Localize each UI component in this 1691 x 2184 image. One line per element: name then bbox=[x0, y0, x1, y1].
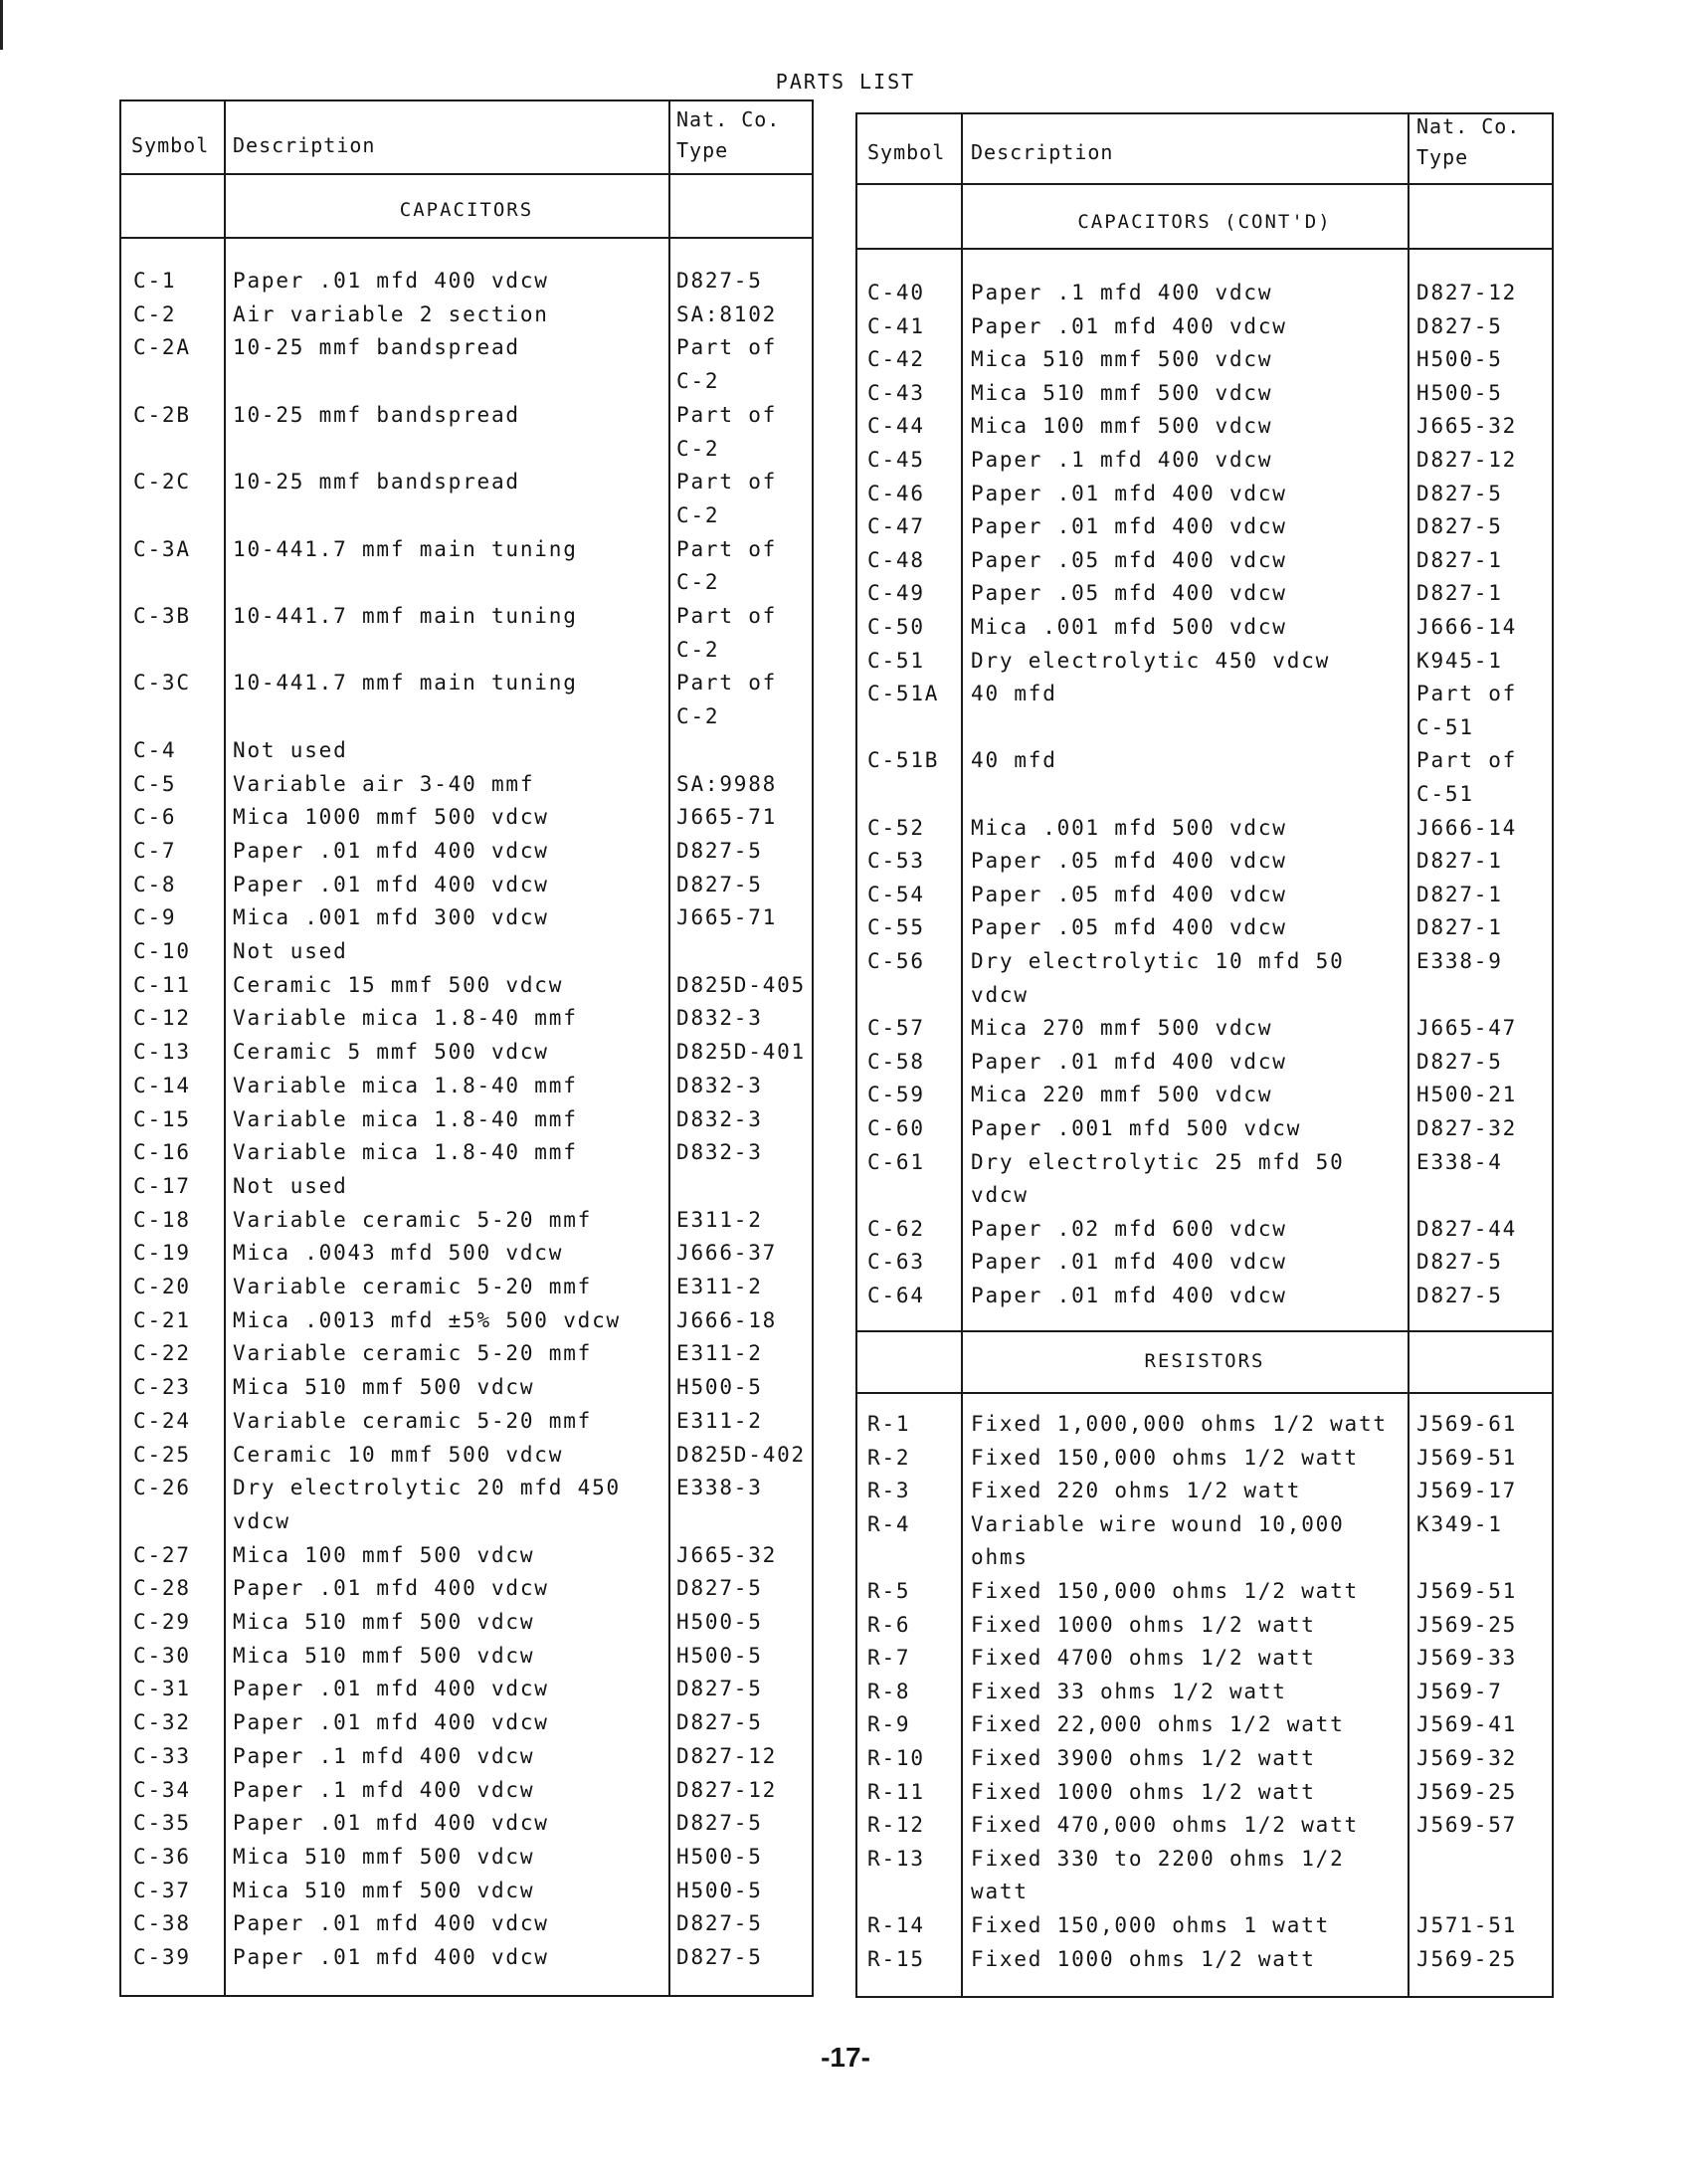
type-cell: H500-5 bbox=[676, 1610, 763, 1634]
description-cell: Mica 220 mmf 500 vdcw bbox=[971, 1083, 1273, 1107]
type-cell: J665-71 bbox=[676, 805, 778, 830]
description-cell: Variable mica 1.8-40 mmf bbox=[233, 1073, 578, 1097]
type-cell: J666-14 bbox=[1416, 615, 1518, 639]
description-cell: vdcw bbox=[233, 1508, 290, 1533]
description-cell: Paper .01 mfd 400 vdcw bbox=[233, 1710, 549, 1735]
description-cell: vdcw bbox=[971, 982, 1029, 1007]
description-cell: Fixed 470,000 ohms 1/2 watt bbox=[971, 1813, 1359, 1838]
symbol-cell: R-14 bbox=[867, 1913, 925, 1937]
symbol-cell: C-2 bbox=[133, 301, 177, 326]
symbol-cell: C-42 bbox=[867, 347, 925, 372]
description-cell: 40 mfd bbox=[971, 748, 1057, 773]
type-cell: J666-18 bbox=[676, 1307, 778, 1332]
symbol-cell: R-13 bbox=[867, 1846, 925, 1871]
description-cell: Mica 510 mmf 500 vdcw bbox=[233, 1878, 535, 1902]
type-cell: H500-5 bbox=[676, 1878, 763, 1902]
description-cell: Fixed 330 to 2200 ohms 1/2 bbox=[971, 1846, 1345, 1871]
description-cell: Paper .01 mfd 400 vdcw bbox=[971, 514, 1287, 539]
symbol-cell: C-2B bbox=[133, 402, 191, 427]
symbol-cell: C-52 bbox=[867, 815, 925, 840]
section-divider bbox=[857, 248, 1552, 250]
description-cell: Paper .01 mfd 400 vdcw bbox=[233, 1811, 549, 1836]
type-cell: C-51 bbox=[1416, 714, 1474, 739]
symbol-cell: C-7 bbox=[133, 838, 177, 863]
type-cell: H500-5 bbox=[676, 1844, 763, 1869]
type-cell: J569-57 bbox=[1416, 1813, 1518, 1838]
header-symbol: Symbol bbox=[867, 140, 946, 164]
page-edge-mark bbox=[0, 0, 3, 50]
type-cell: E338-9 bbox=[1416, 949, 1503, 973]
symbol-cell: R-9 bbox=[867, 1712, 911, 1737]
description-cell: Paper .1 mfd 400 vdcw bbox=[971, 281, 1273, 304]
type-cell: D832-3 bbox=[676, 1073, 763, 1097]
description-cell: Paper .01 mfd 400 vdcw bbox=[233, 1677, 549, 1701]
description-cell: Mica 100 mmf 500 vdcw bbox=[971, 414, 1273, 439]
description-cell: Mica 510 mmf 500 vdcw bbox=[971, 347, 1273, 372]
section-divider bbox=[857, 1330, 1552, 1332]
description-cell: Mica .0043 mfd 500 vdcw bbox=[233, 1241, 564, 1266]
description-cell: Paper .05 mfd 400 vdcw bbox=[971, 882, 1287, 906]
page-number: -17- bbox=[821, 2042, 870, 2073]
description-cell: Paper .01 mfd 400 vdcw bbox=[233, 1576, 549, 1601]
type-cell: D827-5 bbox=[676, 1710, 763, 1735]
type-cell: SA:8102 bbox=[676, 301, 778, 326]
symbol-cell: C-51A bbox=[867, 682, 940, 706]
type-cell: Part of bbox=[676, 470, 778, 495]
description-cell: Variable mica 1.8-40 mmf bbox=[233, 1106, 578, 1131]
type-cell: J665-71 bbox=[676, 905, 778, 930]
symbol-cell: C-27 bbox=[133, 1542, 191, 1567]
symbol-cell: C-64 bbox=[867, 1284, 925, 1307]
description-cell: Dry electrolytic 20 mfd 450 bbox=[233, 1476, 621, 1500]
type-cell: C-2 bbox=[676, 369, 720, 394]
symbol-cell: C-61 bbox=[867, 1149, 925, 1174]
type-cell: Part of bbox=[676, 536, 778, 561]
type-cell: D832-3 bbox=[676, 1006, 763, 1031]
type-cell: D827-5 bbox=[1416, 1284, 1503, 1307]
section-divider bbox=[121, 237, 812, 239]
symbol-cell: C-17 bbox=[133, 1173, 191, 1198]
symbol-cell: C-20 bbox=[133, 1275, 191, 1298]
description-cell: Paper .1 mfd 400 vdcw bbox=[233, 1743, 535, 1768]
symbol-cell: C-57 bbox=[867, 1016, 925, 1041]
type-cell: C-2 bbox=[676, 436, 720, 461]
type-cell: D827-5 bbox=[1416, 313, 1503, 338]
type-cell: E338-4 bbox=[1416, 1149, 1503, 1174]
type-cell: D827-12 bbox=[1416, 448, 1518, 472]
symbol-cell: R-12 bbox=[867, 1813, 925, 1838]
description-cell: Not used bbox=[233, 1173, 348, 1198]
symbol-cell: R-4 bbox=[867, 1511, 911, 1536]
symbol-cell: C-5 bbox=[133, 771, 177, 796]
type-cell: D827-1 bbox=[1416, 547, 1503, 572]
type-cell: J569-17 bbox=[1416, 1479, 1518, 1503]
symbol-cell: C-15 bbox=[133, 1106, 191, 1131]
description-cell: Ceramic 15 mmf 500 vdcw bbox=[233, 972, 564, 997]
type-cell: J666-37 bbox=[676, 1241, 778, 1266]
type-cell: J569-51 bbox=[1416, 1579, 1518, 1603]
description-cell: Paper .05 mfd 400 vdcw bbox=[971, 849, 1287, 874]
symbol-cell: C-56 bbox=[867, 949, 925, 973]
type-cell: E311-2 bbox=[676, 1275, 763, 1298]
symbol-cell: C-44 bbox=[867, 414, 925, 439]
description-cell: Fixed 1000 ohms 1/2 watt bbox=[971, 1779, 1316, 1804]
type-cell: D827-32 bbox=[1416, 1116, 1518, 1140]
symbol-cell: R-5 bbox=[867, 1579, 911, 1603]
header-type-line2: Type bbox=[1416, 145, 1469, 169]
type-cell: J569-25 bbox=[1416, 1612, 1518, 1637]
type-cell: D827-5 bbox=[676, 1677, 763, 1701]
description-cell: 10-25 mmf bandspread bbox=[233, 335, 520, 360]
symbol-cell: C-59 bbox=[867, 1083, 925, 1107]
type-cell: H500-21 bbox=[1416, 1083, 1518, 1107]
description-cell: 10-441.7 mmf main tuning bbox=[233, 536, 578, 561]
symbol-cell: C-51B bbox=[867, 748, 940, 773]
type-cell: J569-32 bbox=[1416, 1746, 1518, 1770]
type-cell: C-2 bbox=[676, 704, 720, 729]
symbol-cell: C-51 bbox=[867, 648, 925, 673]
type-cell: D827-12 bbox=[676, 1743, 778, 1768]
symbol-cell: C-30 bbox=[133, 1643, 191, 1668]
column-divider bbox=[961, 114, 963, 1996]
description-cell: Air variable 2 section bbox=[233, 301, 549, 326]
description-cell: Variable ceramic 5-20 mmf bbox=[233, 1275, 593, 1298]
type-cell: E311-2 bbox=[676, 1341, 763, 1366]
symbol-cell: C-26 bbox=[133, 1476, 191, 1500]
header-description: Description bbox=[233, 133, 376, 157]
symbol-cell: C-38 bbox=[133, 1911, 191, 1936]
description-cell: Variable wire wound 10,000 bbox=[971, 1511, 1345, 1536]
symbol-cell: C-55 bbox=[867, 915, 925, 940]
description-cell: Fixed 22,000 ohms 1/2 watt bbox=[971, 1712, 1345, 1737]
symbol-cell: C-40 bbox=[867, 281, 925, 304]
symbol-cell: C-43 bbox=[867, 380, 925, 405]
description-cell: vdcw bbox=[971, 1183, 1029, 1208]
type-cell: D825D-401 bbox=[676, 1040, 806, 1065]
type-cell: D827-1 bbox=[1416, 915, 1503, 940]
description-cell: Mica 510 mmf 500 vdcw bbox=[233, 1844, 535, 1869]
type-cell: D827-5 bbox=[676, 872, 763, 896]
description-cell: Mica 100 mmf 500 vdcw bbox=[233, 1542, 535, 1567]
symbol-cell: C-39 bbox=[133, 1945, 191, 1969]
description-cell: Paper .001 mfd 500 vdcw bbox=[971, 1116, 1302, 1140]
type-cell: D825D-405 bbox=[676, 972, 806, 997]
description-cell: Paper .01 mfd 400 vdcw bbox=[233, 838, 549, 863]
symbol-cell: C-11 bbox=[133, 972, 191, 997]
symbol-cell: C-8 bbox=[133, 872, 177, 896]
description-cell: Fixed 150,000 ohms 1 watt bbox=[971, 1913, 1331, 1937]
type-cell: E338-3 bbox=[676, 1476, 763, 1500]
description-cell: Paper .02 mfd 600 vdcw bbox=[971, 1216, 1287, 1241]
symbol-cell: R-11 bbox=[867, 1779, 925, 1804]
symbol-cell: C-54 bbox=[867, 882, 925, 906]
symbol-cell: C-50 bbox=[867, 615, 925, 639]
type-cell: D827-5 bbox=[1416, 1250, 1503, 1275]
type-cell: J569-25 bbox=[1416, 1779, 1518, 1804]
type-cell: J665-32 bbox=[1416, 414, 1518, 439]
section-capacitors: CAPACITORS bbox=[399, 199, 534, 221]
description-cell: Mica 510 mmf 500 vdcw bbox=[233, 1610, 535, 1634]
column-divider bbox=[1408, 114, 1409, 1996]
description-cell: Paper .1 mfd 400 vdcw bbox=[233, 1777, 535, 1802]
header-divider bbox=[857, 183, 1552, 185]
description-cell: Variable ceramic 5-20 mmf bbox=[233, 1341, 593, 1366]
type-cell: C-2 bbox=[676, 637, 720, 662]
symbol-cell: C-29 bbox=[133, 1610, 191, 1634]
description-cell: Variable mica 1.8-40 mmf bbox=[233, 1006, 578, 1031]
type-cell: Part of bbox=[676, 402, 778, 427]
symbol-cell: C-37 bbox=[133, 1878, 191, 1902]
symbol-cell: C-16 bbox=[133, 1140, 191, 1165]
symbol-cell: R-1 bbox=[867, 1412, 911, 1436]
symbol-cell: C-3A bbox=[133, 536, 191, 561]
symbol-cell: C-47 bbox=[867, 514, 925, 539]
symbol-cell: C-25 bbox=[133, 1442, 191, 1467]
description-cell: Paper .1 mfd 400 vdcw bbox=[971, 448, 1273, 472]
header-type-line1: Nat. Co. bbox=[1416, 114, 1521, 138]
description-cell: Mica 510 mmf 500 vdcw bbox=[233, 1643, 535, 1668]
symbol-cell: C-12 bbox=[133, 1006, 191, 1031]
type-cell: D827-1 bbox=[1416, 882, 1503, 906]
symbol-cell: C-21 bbox=[133, 1307, 191, 1332]
symbol-cell: C-1 bbox=[133, 269, 177, 293]
description-cell: Mica 510 mmf 500 vdcw bbox=[971, 380, 1273, 405]
type-cell: D827-5 bbox=[676, 1811, 763, 1836]
symbol-cell: C-4 bbox=[133, 737, 177, 762]
parts-table-right bbox=[855, 112, 1554, 1998]
type-cell: D827-44 bbox=[1416, 1216, 1518, 1241]
description-cell: Mica 270 mmf 500 vdcw bbox=[971, 1016, 1273, 1041]
symbol-cell: C-13 bbox=[133, 1040, 191, 1065]
description-cell: Fixed 33 ohms 1/2 watt bbox=[971, 1679, 1287, 1703]
symbol-cell: R-10 bbox=[867, 1746, 925, 1770]
description-cell: 10-25 mmf bandspread bbox=[233, 470, 520, 495]
symbol-cell: C-31 bbox=[133, 1677, 191, 1701]
type-cell: J569-7 bbox=[1416, 1679, 1503, 1703]
description-cell: Dry electrolytic 10 mfd 50 bbox=[971, 949, 1345, 973]
symbol-cell: C-63 bbox=[867, 1250, 925, 1275]
type-cell: D827-12 bbox=[1416, 281, 1518, 304]
symbol-cell: C-2C bbox=[133, 470, 191, 495]
description-cell: Variable ceramic 5-20 mmf bbox=[233, 1207, 593, 1232]
column-divider bbox=[224, 101, 226, 1995]
description-cell: watt bbox=[971, 1880, 1029, 1904]
symbol-cell: C-34 bbox=[133, 1777, 191, 1802]
type-cell: Part of bbox=[676, 335, 778, 360]
type-cell: J569-25 bbox=[1416, 1946, 1518, 1971]
symbol-cell: R-6 bbox=[867, 1612, 911, 1637]
description-cell: Paper .01 mfd 400 vdcw bbox=[971, 1049, 1287, 1074]
description-cell: Variable mica 1.8-40 mmf bbox=[233, 1140, 578, 1165]
header-symbol: Symbol bbox=[131, 133, 210, 157]
symbol-cell: R-3 bbox=[867, 1479, 911, 1503]
type-cell: Part of bbox=[1416, 682, 1518, 706]
symbol-cell: C-46 bbox=[867, 481, 925, 505]
type-cell: D832-3 bbox=[676, 1106, 763, 1131]
description-cell: Paper .01 mfd 400 vdcw bbox=[971, 481, 1287, 505]
description-cell: Fixed 4700 ohms 1/2 watt bbox=[971, 1646, 1316, 1671]
description-cell: Ceramic 5 mmf 500 vdcw bbox=[233, 1040, 549, 1065]
description-cell: Fixed 1,000,000 ohms 1/2 watt bbox=[971, 1412, 1388, 1436]
description-cell: Paper .01 mfd 400 vdcw bbox=[971, 1284, 1287, 1307]
type-cell: D827-5 bbox=[676, 269, 763, 293]
parts-table-left bbox=[119, 99, 814, 1997]
description-cell: 10-441.7 mmf main tuning bbox=[233, 671, 578, 695]
symbol-cell: C-3B bbox=[133, 604, 191, 628]
header-type-line1: Nat. Co. bbox=[676, 107, 781, 131]
description-cell: 10-25 mmf bandspread bbox=[233, 402, 520, 427]
description-cell: 40 mfd bbox=[971, 682, 1057, 706]
description-cell: Mica 510 mmf 500 vdcw bbox=[233, 1375, 535, 1400]
description-cell: Ceramic 10 mmf 500 vdcw bbox=[233, 1442, 564, 1467]
type-cell: C-2 bbox=[676, 502, 720, 527]
symbol-cell: C-19 bbox=[133, 1241, 191, 1266]
type-cell: H500-5 bbox=[1416, 347, 1503, 372]
type-cell: J569-51 bbox=[1416, 1445, 1518, 1470]
symbol-cell: C-60 bbox=[867, 1116, 925, 1140]
section-resistors: RESISTORS bbox=[1144, 1350, 1265, 1372]
description-cell: Fixed 150,000 ohms 1/2 watt bbox=[971, 1579, 1359, 1603]
symbol-cell: C-48 bbox=[867, 547, 925, 572]
type-cell: K349-1 bbox=[1416, 1511, 1503, 1536]
description-cell: Dry electrolytic 450 vdcw bbox=[971, 648, 1331, 673]
description-cell: Mica .001 mfd 500 vdcw bbox=[971, 615, 1287, 639]
symbol-cell: C-9 bbox=[133, 905, 177, 930]
type-cell: J571-51 bbox=[1416, 1913, 1518, 1937]
type-cell: D832-3 bbox=[676, 1140, 763, 1165]
description-cell: Paper .01 mfd 400 vdcw bbox=[971, 1250, 1287, 1275]
type-cell: Part of bbox=[676, 604, 778, 628]
description-cell: Paper .05 mfd 400 vdcw bbox=[971, 915, 1287, 940]
symbol-cell: C-2A bbox=[133, 335, 191, 360]
type-cell: J665-32 bbox=[676, 1542, 778, 1567]
description-cell: Not used bbox=[233, 939, 348, 963]
header-type-line2: Type bbox=[676, 138, 729, 162]
description-cell: Fixed 150,000 ohms 1/2 watt bbox=[971, 1445, 1359, 1470]
symbol-cell: C-23 bbox=[133, 1375, 191, 1400]
type-cell: H500-5 bbox=[676, 1375, 763, 1400]
symbol-cell: C-10 bbox=[133, 939, 191, 963]
description-cell: Paper .01 mfd 400 vdcw bbox=[233, 269, 549, 293]
type-cell: C-51 bbox=[1416, 782, 1474, 806]
type-cell: C-2 bbox=[676, 570, 720, 595]
symbol-cell: C-24 bbox=[133, 1408, 191, 1433]
description-cell: Paper .01 mfd 400 vdcw bbox=[233, 1945, 549, 1969]
header-description: Description bbox=[971, 140, 1114, 164]
type-cell: J569-61 bbox=[1416, 1412, 1518, 1436]
description-cell: Mica .001 mfd 300 vdcw bbox=[233, 905, 549, 930]
symbol-cell: C-36 bbox=[133, 1844, 191, 1869]
symbol-cell: R-7 bbox=[867, 1646, 911, 1671]
symbol-cell: C-58 bbox=[867, 1049, 925, 1074]
type-cell: H500-5 bbox=[676, 1643, 763, 1668]
description-cell: Mica .001 mfd 500 vdcw bbox=[971, 815, 1287, 840]
type-cell: H500-5 bbox=[1416, 380, 1503, 405]
symbol-cell: C-41 bbox=[867, 313, 925, 338]
type-cell: E311-2 bbox=[676, 1207, 763, 1232]
symbol-cell: C-18 bbox=[133, 1207, 191, 1232]
symbol-cell: C-14 bbox=[133, 1073, 191, 1097]
column-divider bbox=[668, 101, 670, 1995]
type-cell: K945-1 bbox=[1416, 648, 1503, 673]
description-cell: Paper .01 mfd 400 vdcw bbox=[971, 313, 1287, 338]
symbol-cell: C-32 bbox=[133, 1710, 191, 1735]
description-cell: Fixed 220 ohms 1/2 watt bbox=[971, 1479, 1302, 1503]
symbol-cell: C-22 bbox=[133, 1341, 191, 1366]
type-cell: D827-5 bbox=[676, 1576, 763, 1601]
type-cell: D827-5 bbox=[676, 1911, 763, 1936]
type-cell: J569-41 bbox=[1416, 1712, 1518, 1737]
type-cell: D827-5 bbox=[1416, 1049, 1503, 1074]
type-cell: E311-2 bbox=[676, 1408, 763, 1433]
symbol-cell: R-2 bbox=[867, 1445, 911, 1470]
symbol-cell: R-8 bbox=[867, 1679, 911, 1703]
type-cell: SA:9988 bbox=[676, 771, 778, 796]
description-cell: Fixed 3900 ohms 1/2 watt bbox=[971, 1746, 1316, 1770]
header-divider bbox=[121, 173, 812, 175]
type-cell: D827-5 bbox=[676, 1945, 763, 1969]
page-title: PARTS LIST bbox=[775, 70, 916, 94]
type-cell: D827-5 bbox=[676, 838, 763, 863]
description-cell: Fixed 1000 ohms 1/2 watt bbox=[971, 1612, 1316, 1637]
type-cell: Part of bbox=[1416, 748, 1518, 773]
symbol-cell: C-62 bbox=[867, 1216, 925, 1241]
symbol-cell: C-28 bbox=[133, 1576, 191, 1601]
description-cell: Paper .05 mfd 400 vdcw bbox=[971, 581, 1287, 606]
symbol-cell: R-15 bbox=[867, 1946, 925, 1971]
symbol-cell: C-33 bbox=[133, 1743, 191, 1768]
description-cell: Variable ceramic 5-20 mmf bbox=[233, 1408, 593, 1433]
type-cell: J666-14 bbox=[1416, 815, 1518, 840]
description-cell: Not used bbox=[233, 737, 348, 762]
type-cell: D825D-402 bbox=[676, 1442, 806, 1467]
symbol-cell: C-45 bbox=[867, 448, 925, 472]
description-cell: 10-441.7 mmf main tuning bbox=[233, 604, 578, 628]
description-cell: Dry electrolytic 25 mfd 50 bbox=[971, 1149, 1345, 1174]
type-cell: D827-12 bbox=[676, 1777, 778, 1802]
symbol-cell: C-6 bbox=[133, 805, 177, 830]
description-cell: Paper .05 mfd 400 vdcw bbox=[971, 547, 1287, 572]
type-cell: D827-5 bbox=[1416, 514, 1503, 539]
symbol-cell: C-3C bbox=[133, 671, 191, 695]
symbol-cell: C-35 bbox=[133, 1811, 191, 1836]
type-cell: D827-1 bbox=[1416, 849, 1503, 874]
description-cell: Mica 1000 mmf 500 vdcw bbox=[233, 805, 549, 830]
type-cell: D827-5 bbox=[1416, 481, 1503, 505]
type-cell: J665-47 bbox=[1416, 1016, 1518, 1041]
symbol-cell: C-53 bbox=[867, 849, 925, 874]
description-cell: ohms bbox=[971, 1545, 1029, 1570]
type-cell: Part of bbox=[676, 671, 778, 695]
section-divider bbox=[857, 1392, 1552, 1394]
type-cell: D827-1 bbox=[1416, 581, 1503, 606]
type-cell: J569-33 bbox=[1416, 1646, 1518, 1671]
description-cell: Paper .01 mfd 400 vdcw bbox=[233, 1911, 549, 1936]
description-cell: Paper .01 mfd 400 vdcw bbox=[233, 872, 549, 896]
symbol-cell: C-49 bbox=[867, 581, 925, 606]
description-cell: Mica .0013 mfd ±5% 500 vdcw bbox=[233, 1307, 621, 1332]
description-cell: Variable air 3-40 mmf bbox=[233, 771, 535, 796]
description-cell: Fixed 1000 ohms 1/2 watt bbox=[971, 1946, 1316, 1971]
section-capacitors-contd: CAPACITORS (CONT'D) bbox=[1077, 211, 1332, 233]
